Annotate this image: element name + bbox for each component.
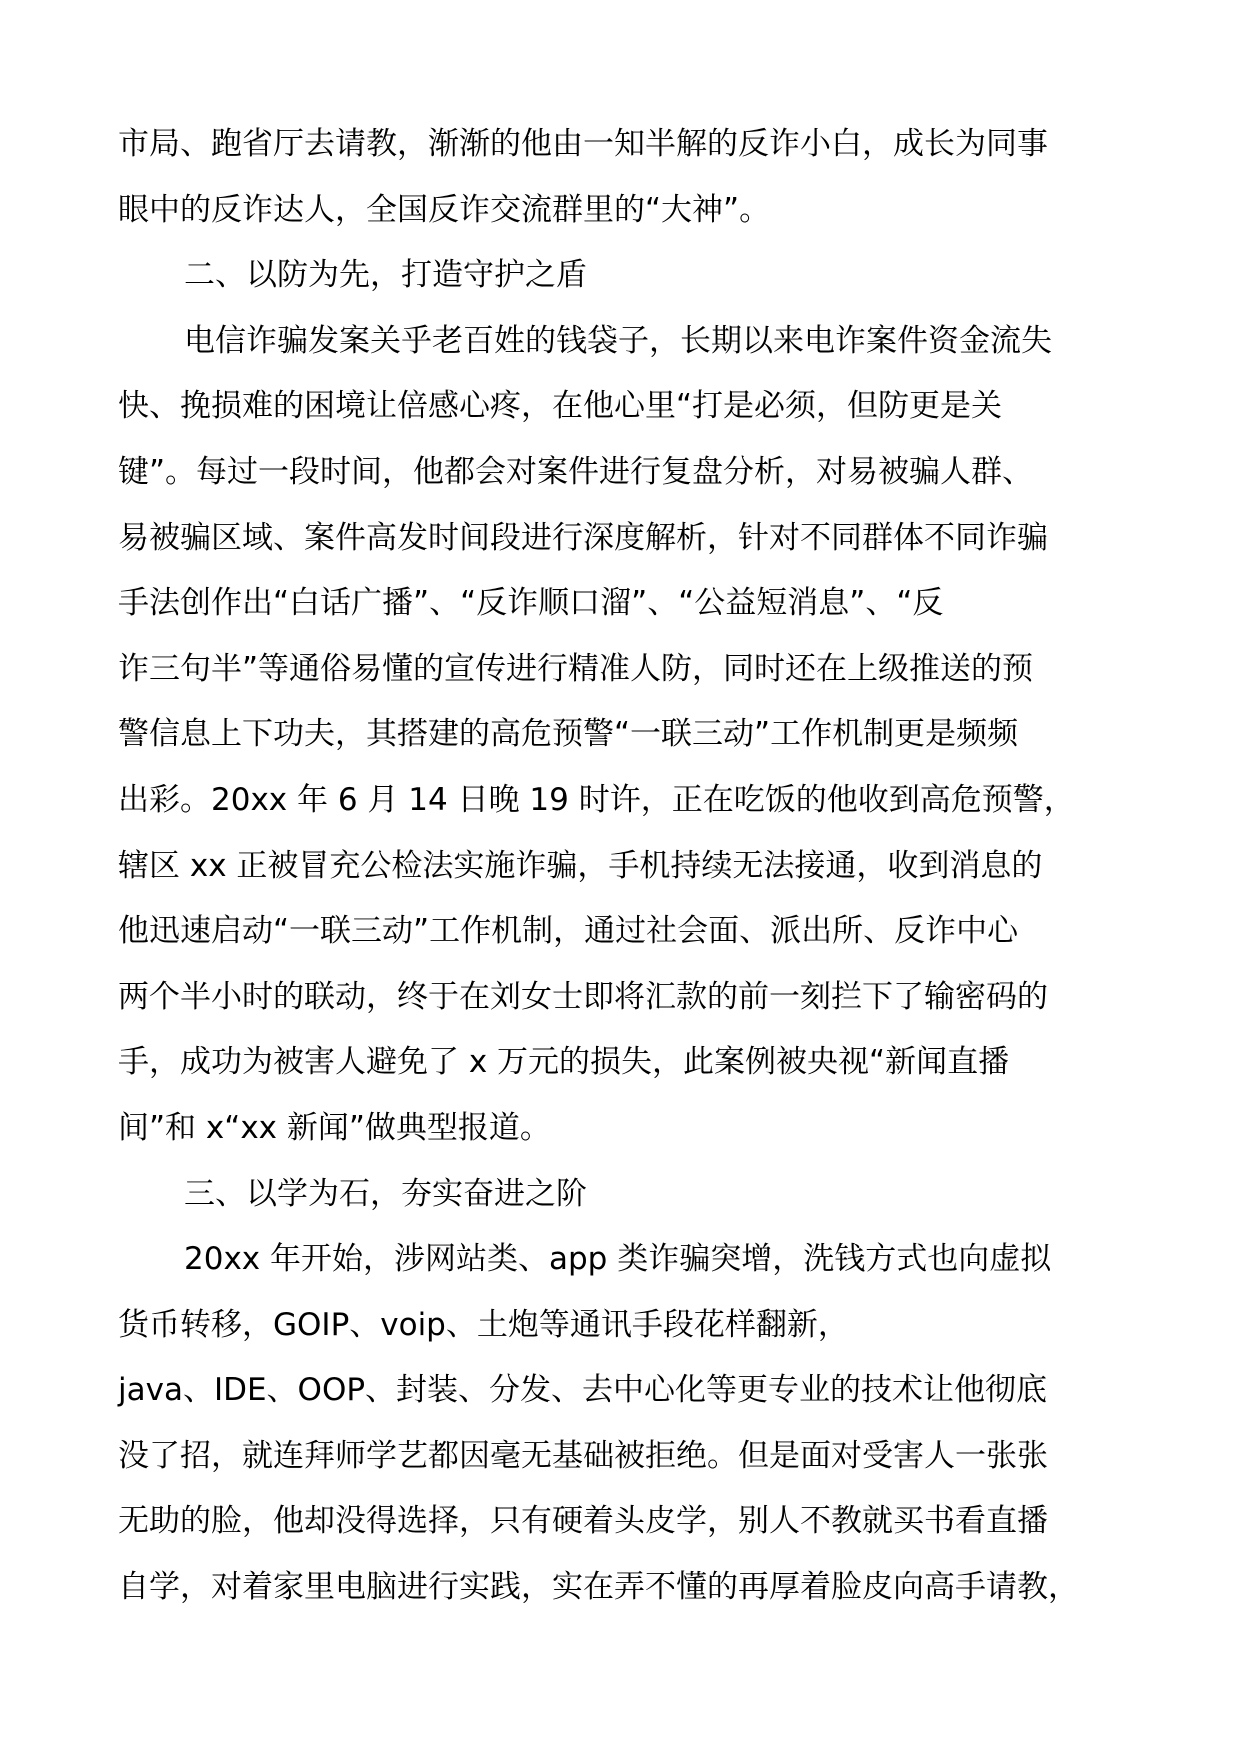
text-line: 他迅速启动“一联三动”工作机制，通过社会面、派出所、反诈中心 — [118, 913, 1019, 950]
text-line: 20xx 年开始，涉网站类、app 类诈骗突增，洗钱方式也向虚拟 — [184, 1241, 1052, 1278]
text-line: 电信诈骗发案关乎老百姓的钱袋子，长期以来电诈案件资金流失 — [184, 322, 1052, 359]
section-heading: 三、以学为石，夯实奋进之阶 — [184, 1175, 587, 1212]
text-line: 键”。每过一段时间，他都会对案件进行复盘分析，对易被骗人群、 — [118, 453, 1034, 490]
text-line: 辖区 xx 正被冒充公检法实施诈骗，手机持续无法接通，收到消息的 — [118, 847, 1043, 884]
text-line: 快、挽损难的困境让倍感心疼，在他心里“打是必须，但防更是关 — [118, 388, 1003, 425]
text-line: 眼中的反诈达人，全国反诈交流群里的“大神”。 — [118, 191, 771, 228]
text-line: 市局、跑省厅去请教，渐渐的他由一知半解的反诈小白，成长为同事 — [118, 126, 1048, 162]
text-line: 自学，对着家里电脑进行实践，实在弄不懂的再厚着脸皮向高手请教， — [118, 1569, 1079, 1606]
text-line: 两个半小时的联动，终于在刘女士即将汇款的前一刻拦下了输密码的 — [118, 978, 1048, 1015]
text-line: 出彩。20xx 年 6 月 14 日晚 19 时许，正在吃饭的他收到高危预警， — [118, 781, 1075, 818]
text-line: 诈三句半”等通俗易懂的宣传进行精准人防，同时还在上级推送的预 — [118, 650, 1034, 687]
text-line: 没了招，就连拜师学艺都因毫无基础被拒绝。但是面对受害人一张张 — [118, 1437, 1048, 1474]
text-line: 手法创作出“白话广播”、“反诈顺口溜”、“公益短消息”、“反 — [118, 585, 944, 622]
text-line: 货币转移，GOIP、voip、土炮等通讯手段花样翻新， — [118, 1306, 849, 1343]
text-line: 间”和 x“xx 新闻”做典型报道。 — [118, 1109, 551, 1146]
text-line: 手，成功为被害人避免了 x 万元的损失，此案例被央视“新闻直播 — [118, 1044, 1010, 1081]
text-line: 无助的脸，他却没得选择，只有硬着头皮学，别人不教就买书看直播 — [118, 1503, 1048, 1540]
text-line: 警信息上下功夫，其搭建的高危预警“一联三动”工作机制更是频频 — [118, 716, 1019, 753]
text-line: java、IDE、OOP、封装、分发、去中心化等更专业的技术让他彻底 — [118, 1372, 1048, 1409]
text-line: 易被骗区域、案件高发时间段进行深度解析，针对不同群体不同诈骗 — [118, 519, 1048, 556]
body-text — [118, 112, 1138, 1621]
section-heading: 二、以防为先，打造守护之盾 — [184, 257, 587, 294]
